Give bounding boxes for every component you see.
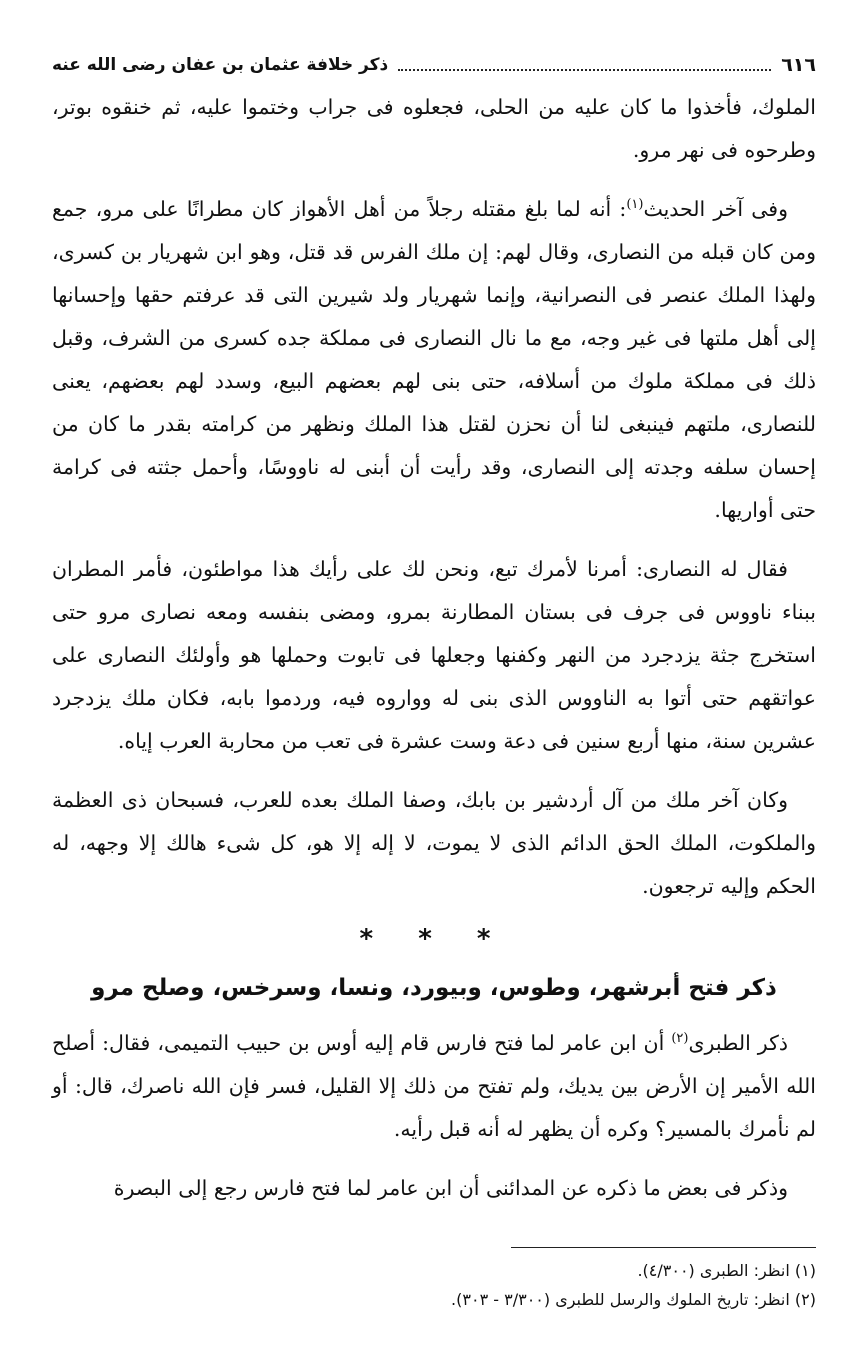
paragraph-madaini: وذكر فى بعض ما ذكره عن المدائنى أن ابن عامر لما فتح فارس رجع إلى البصرة bbox=[113, 1176, 788, 1200]
main-text bbox=[52, 86, 816, 1231]
running-title: ذكر خلافة عثمان بن عفان رضى الله عنه bbox=[52, 55, 389, 75]
footnote-marker-2[interactable]: (٢) bbox=[671, 1031, 689, 1047]
section-heading: ذكر فتح أبرشهر، وطوس، وبيورد، ونسا، وسرخس، وصلح مرو bbox=[91, 975, 777, 1001]
footnotes bbox=[52, 1256, 816, 1314]
paragraph-continuation: الملوك، فأخذوا ما كان عليه من الحلى، فجعلوه فى جراب وختموا عليه، ثم خنقوه بوتر، وطرحوه فى نهر مرو. bbox=[52, 95, 816, 162]
paragraph-christians: فقال له النصارى: أمرنا لأمرك تبع، ونحن لك على رأيك هذا مواطئون، فأمر المطران ببناء ناووس فى جرف فى بستان المطارنة بمرو، ومضى بنفسه ومعه نصارى مرو حتى استخرج جثة يزدجرد من النهر وكفنها وجعلها فى تابوت وحملها هو وأولئك النصارى على عواتقهم حتى أتوا به الناووس الذى بنى له وواروه فيه، وردموا بابه، فكان ملك يزدجرد عشرين سنة، منها أربع سنين فى دعة وست عشرة فى تعب من محاربة العرب إياه. bbox=[52, 557, 816, 753]
footnote-marker-1[interactable]: (١) bbox=[626, 197, 644, 213]
page-number: ٦١٦ bbox=[781, 54, 816, 76]
paragraph-hadith bbox=[52, 188, 816, 532]
paragraph-lead: وفى آخر الحديث bbox=[643, 197, 788, 221]
header-dot-leader bbox=[398, 59, 771, 71]
section-separator: * * * bbox=[359, 924, 509, 954]
paragraph-body: ومن كان قبله من النصارى، وقال لهم: إن ملك الفرس قد قتل، وهو ابن شهريار بن كسرى، ولهذا الملك عنصر فى النصرانية، وإنما شهريار ولد شيرين التى قد عرفتم حقها وإحسانها إلى أهل ملتها فى غير وجه، مع ما نال النصارى فى مملكة جده كسرى من الشرف، وقبل ذلك فى مملكة ملوك من أسلافه، حتى بنى لهم بعضهم البيع، وسدد لهم بعضهم، يعنى للنصارى، ملتهم فينبغى لنا أن نحزن لقتل هذا الملك ونظهر من كرامته بقدر ما كان من إحسان سلفه وجدته إلى النصارى، وقد رأيت أن أبنى له ناووسًا، وأحمل جثته فى كرامة حتى أواريها. bbox=[52, 240, 816, 522]
paragraph-body: أن ابن عامر لما فتح فارس قام إليه أوس بن حبيب التميمى، فقال: أصلح الله الأمير إن الأرض بين يديك، ولم تفتح من ذلك إلا القليل، فسر فإن الله ناصرك، قال: أو لم نأمرك بالمسير؟ وكره أن يظهر له أنه قبل رأيه. bbox=[52, 1031, 816, 1141]
paragraph-tabari bbox=[52, 1022, 816, 1151]
footnote-1: (١) انظر: الطبرى (٤/٣٠٠). bbox=[637, 1261, 816, 1280]
paragraph-lead: ذكر الطبرى bbox=[688, 1031, 788, 1055]
running-header bbox=[52, 48, 816, 82]
footnote-rule bbox=[511, 1247, 816, 1248]
paragraph-lead-rest: : أنه لما بلغ مقتله رجلاً من أهل الأهواز كان مطرانًا على مرو، جمع bbox=[52, 197, 627, 221]
paragraph-last-king: وكان آخر ملك من آل أردشير بن بابك، وصفا الملك بعده للعرب، فسبحان ذى العظمة والملكوت، الملك الحق الدائم الذى لا يموت، لا إله إلا هو، كل شىء هالك إلا وجهه، له الحكم وإليه ترجعون. bbox=[52, 788, 816, 898]
footnote-2: (٢) انظر: تاريخ الملوك والرسل للطبرى (٣/٣٠٠ - ٣٠٣). bbox=[451, 1290, 816, 1309]
